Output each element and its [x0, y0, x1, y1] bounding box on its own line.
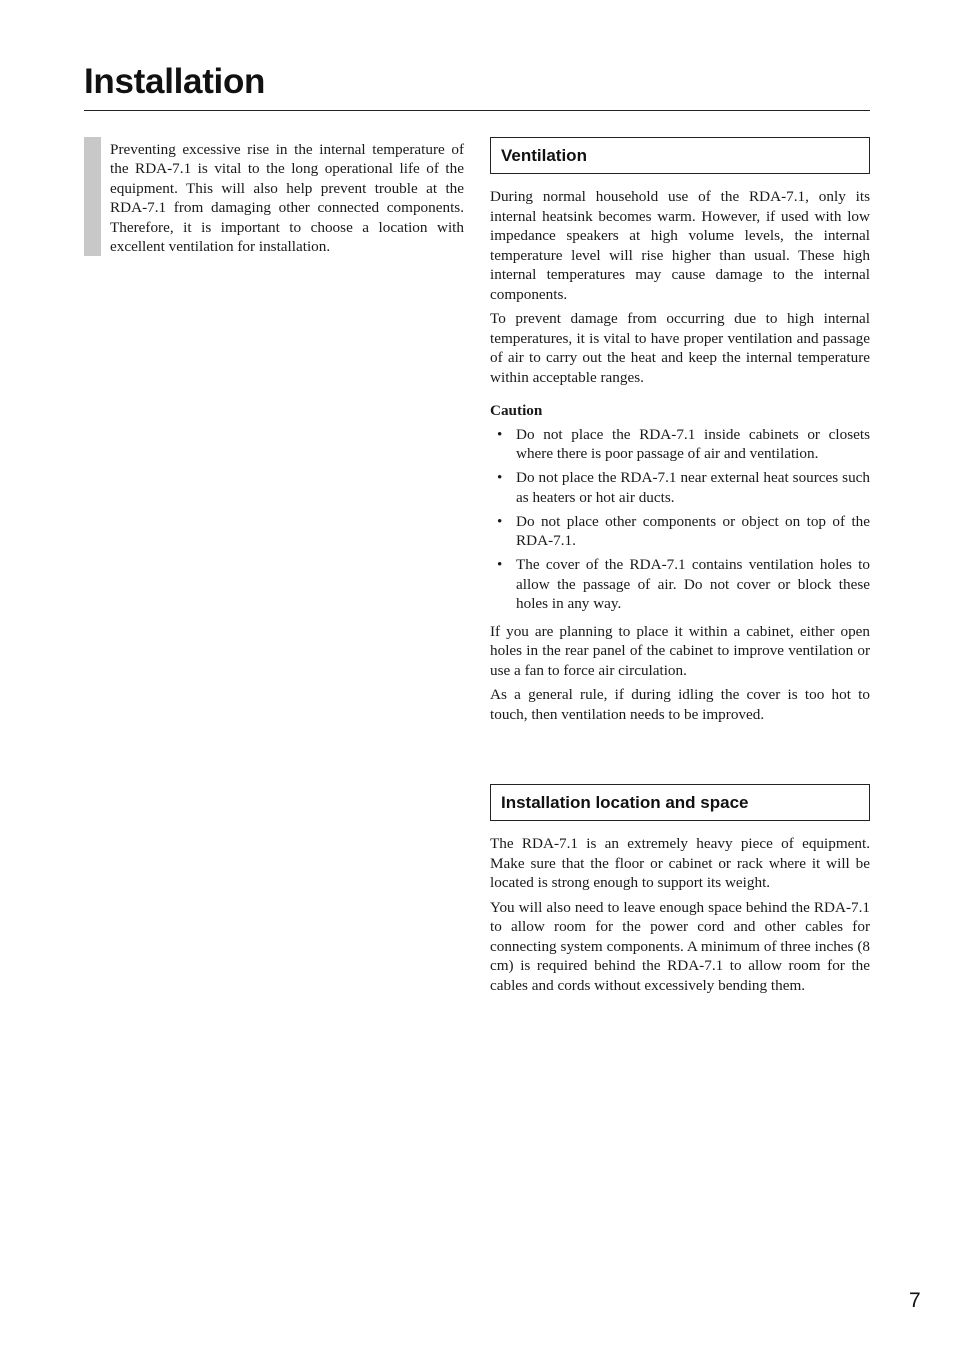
location-paragraph-2: You will also need to leave enough space behind the RDA-7.1 to allow room for the power cord and other cables for connecting system components. A minimum of three inches (8 cm) is required behind the RDA-7.1 to allow room for the cables and cords without excessively bending them. — [490, 898, 870, 994]
ventilation-heading: Ventilation — [490, 137, 870, 174]
caution-list — [490, 425, 870, 614]
location-paragraph-1: The RDA-7.1 is an extremely heavy piece of equipment. Make sure that the floor or cabinet or rack where it will be located is strong enough to support its weight. — [490, 835, 870, 891]
bullet-icon: • — [497, 512, 503, 530]
ventilation-paragraph-4: As a general rule, if during idling the cover is too hot to touch, then ventilation needs to be improved. — [490, 686, 870, 723]
caution-item — [490, 468, 870, 507]
caution-item-text: Do not place other components or object on top of the RDA-7.1. — [516, 512, 870, 549]
intro-sidebar-bar — [84, 137, 101, 256]
ventilation-paragraph-3: If you are planning to place it within a cabinet, either open holes in the rear panel of the cabinet to improve ventilation or use a fan to force air circulation. — [490, 622, 870, 679]
ventilation-section — [490, 137, 870, 724]
caution-item — [490, 425, 870, 464]
title-rule — [84, 110, 870, 111]
caution-item-text: Do not place the RDA-7.1 near external heat sources such as heaters or hot air ducts. — [516, 469, 870, 506]
caution-item-text: The cover of the RDA-7.1 contains ventilation holes to allow the passage of air. Do not cover or block these holes in any way. — [516, 556, 870, 612]
page-number: 7 — [909, 1289, 921, 1312]
caution-item-text: Do not place the RDA-7.1 inside cabinets or closets where there is poor passage of air and ventilation. — [516, 425, 870, 462]
page-title: Installation — [84, 62, 266, 101]
location-heading: Installation location and space — [490, 784, 870, 821]
caution-heading: Caution — [490, 402, 543, 419]
bullet-icon: • — [497, 556, 503, 573]
intro-block — [84, 137, 464, 256]
ventilation-paragraph-2: To prevent damage from occurring due to high internal temperatures, it is vital to have proper ventilation and passage of air to carry out the heat and keep the internal temperature within acceptable ranges. — [490, 310, 870, 386]
caution-item — [490, 512, 870, 551]
bullet-icon: • — [497, 425, 503, 443]
ventilation-paragraph-1: During normal household use of the RDA-7.1, only its internal heatsink becomes warm. However, if used with low impedance speakers at high volume levels, the internal temperature level will rise higher than usual. These high internal temperatures may cause damage to the internal components. — [490, 188, 870, 303]
bullet-icon: • — [497, 469, 503, 486]
location-section — [490, 784, 870, 995]
intro-text: Preventing excessive rise in the internal temperature of the RDA-7.1 is vital to the long operational life of the equipment. This will also help prevent trouble at the RDA-7.1 from damaging other connected components. Therefore, it is important to choose a location with excellent ventilation for installation. — [110, 141, 464, 256]
caution-item — [490, 555, 870, 614]
